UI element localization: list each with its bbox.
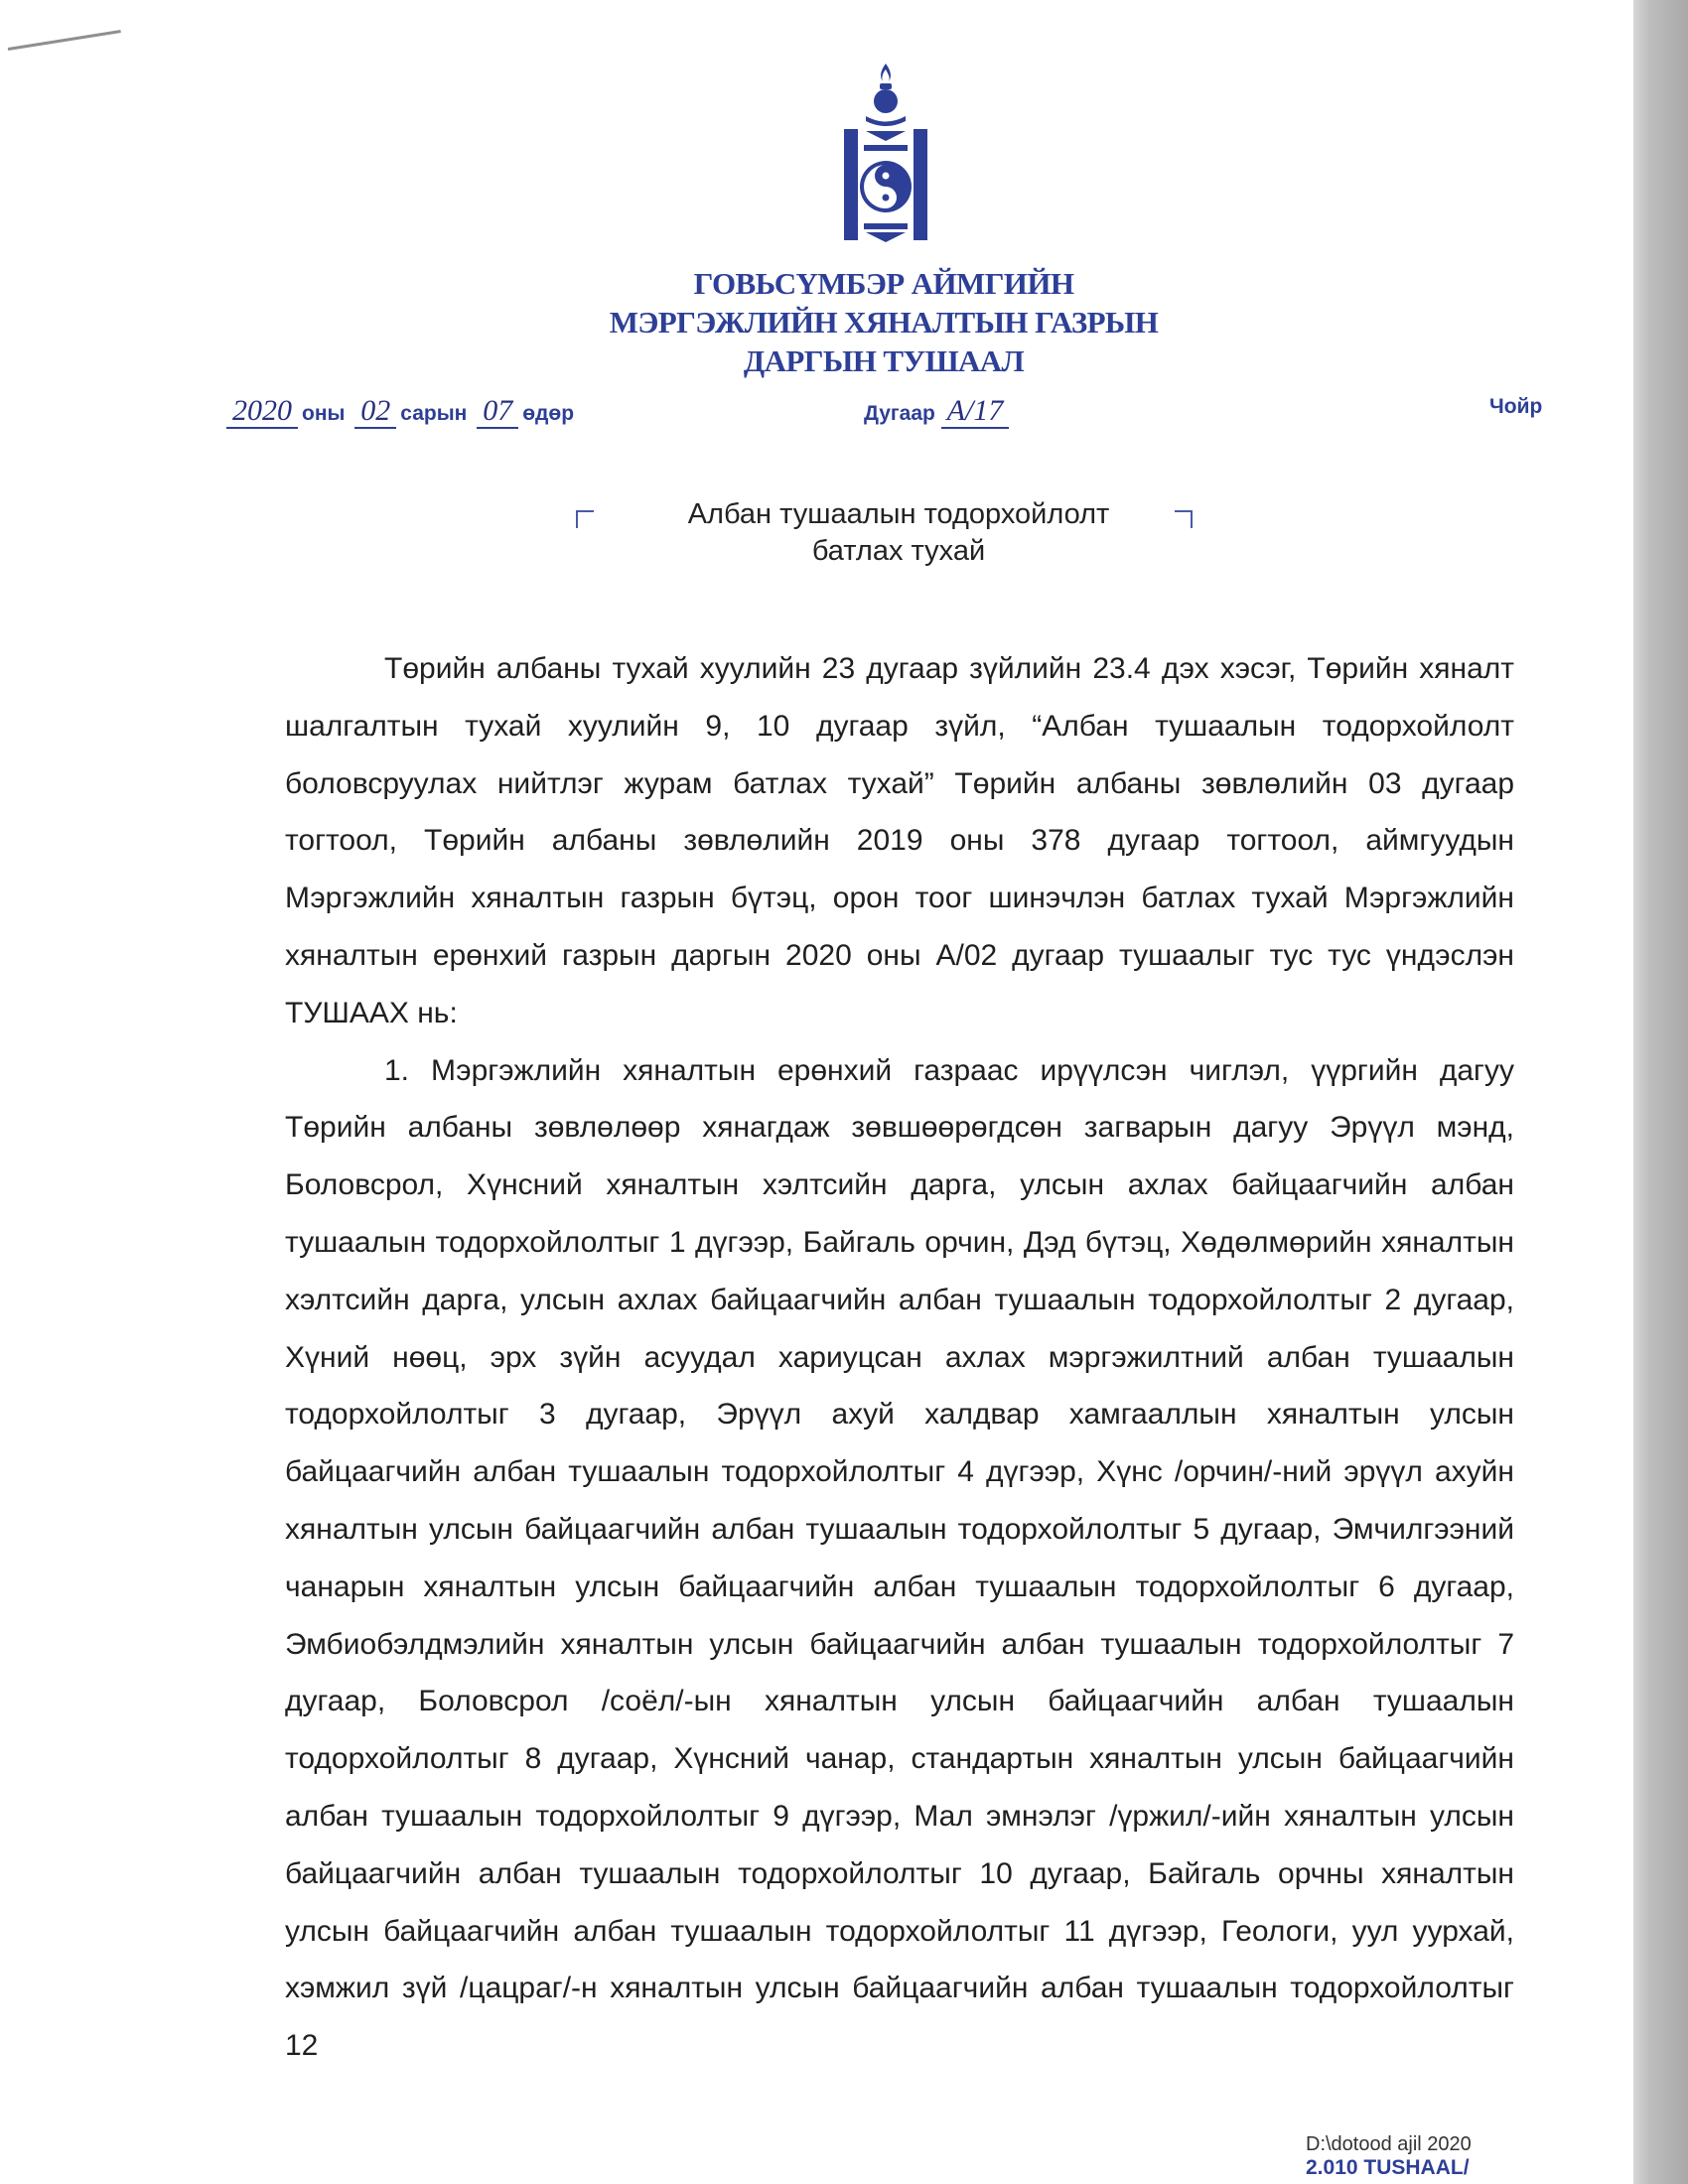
scanner-edge xyxy=(1633,0,1688,2184)
soyombo-emblem-icon xyxy=(836,62,935,245)
org-line-1: ГОВЬСҮМБЭР АЙМГИЙН xyxy=(693,266,1074,301)
file-path-footer xyxy=(1306,2132,1514,2180)
organization-header xyxy=(576,264,1192,380)
date-year-suffix: оны xyxy=(302,402,346,425)
date-month-suffix: сарын xyxy=(400,402,468,425)
body-paragraph-2: 1. Мэргэжлийн хяналтын ерөнхий газраас ирүүлсэн чиглэл, үүргийн дагуу Төрийн албаны зөвлөлөөр хянагдаж зөвшөөрөгдсөн загварын дагуу Эрүүл мэнд, Боловсрол, Хүнсний хяналтын хэлтсийн дарга, улсын ахлах байцаагчийн албан тушаалын тодорхойлолтыг 1 дүгээр, Байгаль орчин, Дэд бүтэц, Хөдөлмөрийн хяналтын хэлтсийн дарга, улсын ахлах байцаагчийн албан тушаалын тодорхойлолтыг 2 дугаар, Хүний нөөц, эрх зүйн асуудал хариуцсан ахлах мэргэжилтний албан тушаалын тодорхойлолтыг 3 дугаар, Эрүүл ахуй халдвар хамгааллын хяналтын улсын байцаагчийн албан тушаалын тодорхойлолтыг 4 дүгээр, Хүнс /орчин/-ний эрүүл ахуйн хяналтын улсын байцаагчийн албан тушаалын тодорхойлолтыг 5 дугаар, Эмчилгээний чанарын хяналтын улсын байцаагчийн албан тушаалын тодорхойлолтыг 6 дугаар, Эмбиобэлдмэлийн хяналтын улсын байцаагчийн албан тушаалын тодорхойлолтыг 7 дугаар, Боловсрол /соёл/-ын хяналтын улсын байцаагчийн албан тушаалын тодорхойлолтыг 8 дугаар, Хүнсний чанар, стандартын хяналтын улсын байцаагчийн албан тушаалын тодорхойлолтыг 9 дүгээр, Мал эмнэлэг /үржил/-ийн хяналтын улсын байцаагчийн албан тушаалын тодорхойлолтыг 10 дугаар, Байгаль орчны хяналтын улсын байцаагчийн албан тушаалын тодорхойлолтыг 11 дүгээр, Геологи, уул уурхай, хэмжил зүй /цацраг/-н хяналтын улсын байцаагчийн албан тушаалын тодорхойлолтыг 12 xyxy=(285,1053,1514,2063)
date-year: 2020 xyxy=(226,395,298,429)
org-line-2: МЭРГЭЖЛИЙН ХЯНАЛТЫН ГАЗРЫН xyxy=(609,305,1159,340)
scan-pen-mark xyxy=(8,30,121,51)
date-month: 02 xyxy=(354,395,396,429)
subject-line-2: батлах тухай xyxy=(811,535,986,567)
order-number-label: Дугаар xyxy=(864,402,935,425)
order-body xyxy=(285,640,1514,2075)
file-path-line-1: D:\dotood ajil 2020 xyxy=(1306,2133,1472,2155)
subject-line-1: Албан тушаалын тодорхойлолт xyxy=(687,498,1110,530)
org-line-3: ДАРГЫН ТУШААЛ xyxy=(743,343,1025,378)
file-path-line-2: 2.010 TUSHAAL/ xyxy=(1306,2156,1470,2179)
order-subject xyxy=(576,496,1221,570)
order-number-block xyxy=(864,395,1009,445)
order-date xyxy=(226,395,578,445)
date-day-suffix: өдөр xyxy=(522,402,575,425)
order-place: Чойр xyxy=(1489,395,1543,418)
order-number: А/17 xyxy=(941,395,1010,429)
body-paragraph-1: Төрийн албаны тухай хуулийн 23 дугаар зүйлийн 23.4 дэх хэсэг, Төрийн хяналт шалгалтын тухай хуулийн 9, 10 дугаар зүйл, “Албан тушаалын тодорхойлолт боловсруулах нийтлэг журам батлах тухай” Төрийн албаны зөвлөлийн 03 дугаар тогтоол, Төрийн албаны зөвлөлийн 2019 оны 378 дугаар тогтоол, аймгуудын Мэргэжлийн хяналтын газрын бүтэц, орон тоог шинэчлэн батлах тухай Мэргэжлийн хяналтын ерөнхий газрын даргын 2020 оны А/02 дугаар тушаалыг тус тус үндэслэн ТУШААХ нь: xyxy=(285,652,1514,1029)
date-day: 07 xyxy=(477,395,518,429)
